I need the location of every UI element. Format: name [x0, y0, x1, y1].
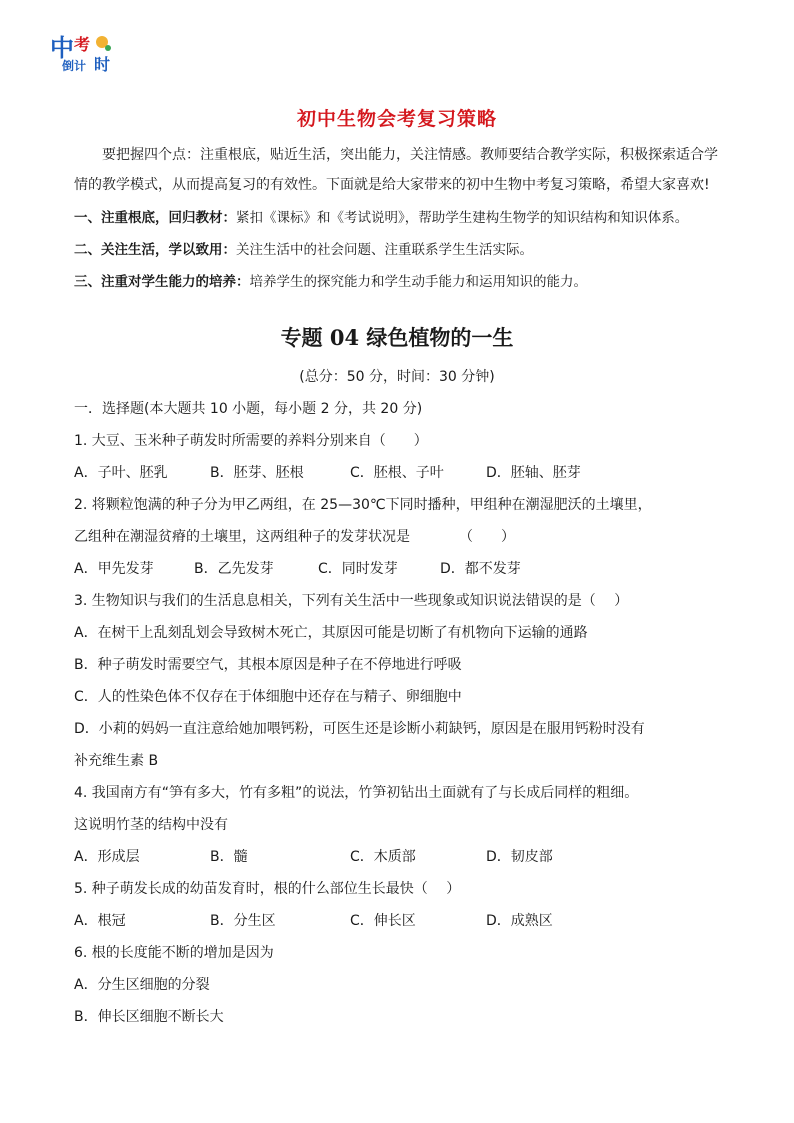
option-d: D．成熟区	[486, 913, 553, 929]
strategy-point-body: 培养学生的探究能力和学生动手能力和运用知识的能力。	[249, 274, 587, 290]
strategy-title: 初中生物会考复习策略	[296, 108, 497, 130]
question-4-options	[74, 846, 553, 866]
option-b: B．乙先发芽	[194, 561, 274, 577]
option-c: C．木质部	[350, 849, 416, 865]
strategy-point	[74, 238, 734, 258]
score-info: (总分：50 分，时间：30 分钟)	[299, 369, 495, 385]
strategy-point-head: 三、注重对学生能力的培养：	[74, 274, 250, 290]
question-1-options	[74, 462, 581, 482]
logo-char-3: 倒计	[62, 59, 87, 73]
question-1-stem: 1. 大豆、玉米种子萌发时所需要的养料分别来自（ ）	[74, 433, 428, 449]
strategy-intro: 要把握四个点：注重根底，贴近生活，突出能力，关注情感。教师要结合教学实际，积极探索适合学情的教学模式，从而提高复习的有效性。下面就是给大家带来的初中生物中考复习策略，希望大家喜欢!	[74, 147, 718, 193]
option-d: D．韧皮部	[486, 849, 553, 865]
logo-char-2: 考	[74, 35, 91, 54]
question-6-option-a: A．分生区细胞的分裂	[74, 977, 210, 993]
option-b: B．髓	[210, 849, 248, 865]
strategy-point-head: 二、关注生活，学以致用：	[74, 242, 236, 258]
question-5-options	[74, 910, 553, 930]
question-3-option-a: A．在树干上乱刻乱划会导致树木死亡，其原因可能是切断了有机物向下运输的通路	[74, 625, 588, 641]
question-6-stem: 6. 根的长度能不断的增加是因为	[74, 945, 274, 961]
question-3-stem: 3. 生物知识与我们的生活息息相关，下列有关生活中一些现象或知识说法错误的是（ ）	[74, 593, 629, 609]
strategy-point	[74, 206, 734, 226]
strategy-point-body: 紧扣《课标》和《考试说明》，帮助学生建构生物学的知识结构和知识体系。	[236, 210, 689, 226]
strategy-point	[74, 270, 734, 290]
question-3-option-d-cont: 补充维生素 B	[74, 753, 159, 769]
question-5-stem: 5. 种子萌发长成的幼苗发育时，根的什么部位生长最快（ ）	[74, 881, 461, 897]
question-2-options	[74, 558, 521, 578]
option-a: A．子叶、胚乳	[74, 465, 168, 481]
logo-char-4: 时	[94, 55, 111, 74]
question-2-stem-cont: 乙组种在潮湿贫瘠的土壤里，这两组种子的发芽状况是 （ ）	[74, 529, 515, 545]
question-3-option-c: C．人的性染色体不仅存在于体细胞中还存在与精子、卵细胞中	[74, 689, 462, 705]
option-b: B．胚芽、胚根	[210, 465, 304, 481]
option-d: D．胚轴、胚芽	[486, 465, 581, 481]
topic-title: 专题 04 绿色植物的一生	[280, 325, 514, 350]
question-4-stem-cont: 这说明竹茎的结构中没有	[74, 817, 228, 833]
logo-char-1: 中	[50, 34, 74, 62]
option-c: C．胚根、子叶	[350, 465, 444, 481]
question-3-option-d: D．小莉的妈妈一直注意给她加喂钙粉，可医生还是诊断小莉缺钙，原因是在服用钙粉时没有	[74, 721, 645, 737]
option-d: D．都不发芽	[440, 561, 521, 577]
option-c: C．同时发芽	[318, 561, 398, 577]
option-a: A．形成层	[74, 849, 140, 865]
option-b: B．分生区	[210, 913, 276, 929]
option-a: A．根冠	[74, 913, 126, 929]
option-c: C．伸长区	[350, 913, 416, 929]
question-2-stem: 2. 将颗粒饱满的种子分为甲乙两组，在 25—30℃下同时播种，甲组种在潮湿肥沃的土壤里，	[74, 497, 652, 513]
question-3-option-b: B．种子萌发时需要空气，其根本原因是种子在不停地进行呼吸	[74, 657, 462, 673]
question-4-stem: 4. 我国南方有“笋有多大，竹有多粗”的说法，竹笋初钻出土面就有了与长成后同样的粗细。	[74, 785, 639, 801]
question-6-option-b: B．伸长区细胞不断长大	[74, 1009, 224, 1025]
strategy-point-body: 关注生活中的社会问题、注重联系学生生活实际。	[236, 242, 533, 258]
strategy-point-head: 一、注重根底，回归教材：	[74, 210, 236, 226]
option-a: A．甲先发芽	[74, 561, 154, 577]
section-heading: 一．选择题(本大题共 10 小题，每小题 2 分，共 20 分)	[74, 401, 423, 417]
logo	[48, 30, 128, 74]
